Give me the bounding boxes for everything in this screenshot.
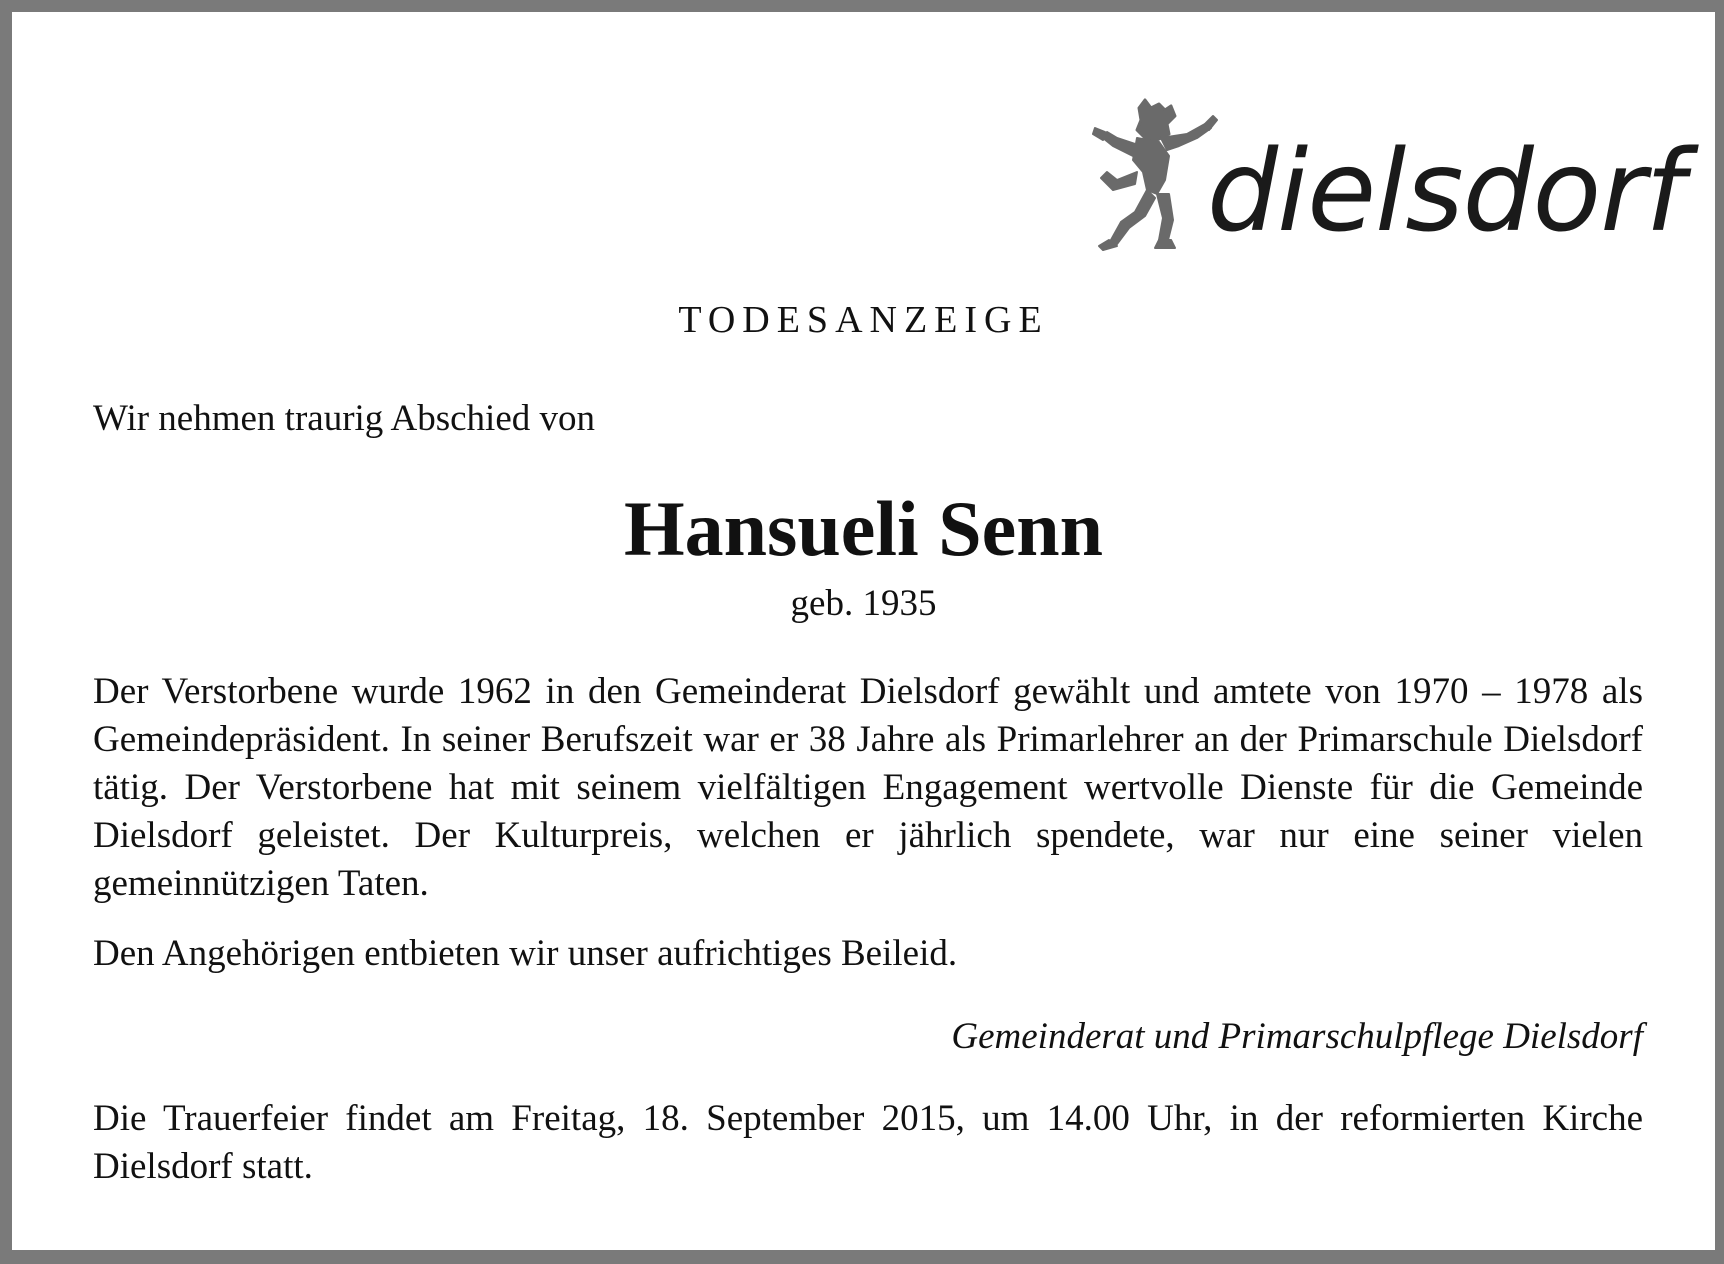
- logo-wordmark: dielsdorf: [1207, 127, 1684, 257]
- birth-year: geb. 1935: [790, 583, 937, 624]
- condolence-paragraph: Den Angehörigen entbieten wir unser aufrichtiges Beileid.: [93, 933, 958, 974]
- deceased-name: Hansueli Senn: [623, 485, 1103, 572]
- lion-icon: [1087, 94, 1227, 254]
- dielsdorf-logo: [1087, 94, 1684, 264]
- biography-paragraph: Der Verstorbene wurde 1962 in den Gemeinderat Dielsdorf gewählt und amtete von 1970 – 1978 als Gemeindepräsident. In seiner Berufszeit war er 38 Jahre als Primarlehrer an der Primarschule Dielsdorf tätig. Der Verstorbene hat mit seinem vielfältigen Engagement wertvolle Dienste für die Gemeinde Dielsdorf geleistet. Der Kulturpreis, welchen er jährlich spendete, war nur eine seiner vielen gemeinnützigen Taten.: [93, 671, 1643, 904]
- signature: Gemeinderat und Primarschulpflege Dielsdorf: [951, 1016, 1643, 1057]
- notice-intro: Wir nehmen traurig Abschied von: [93, 398, 595, 439]
- notice-heading: TODESANZEIGE: [678, 299, 1049, 341]
- funeral-info-paragraph: Die Trauerfeier findet am Freitag, 18. September 2015, um 14.00 Uhr, in der reformierten Kirche Dielsdorf statt.: [93, 1098, 1643, 1187]
- document-page: [12, 12, 1715, 1250]
